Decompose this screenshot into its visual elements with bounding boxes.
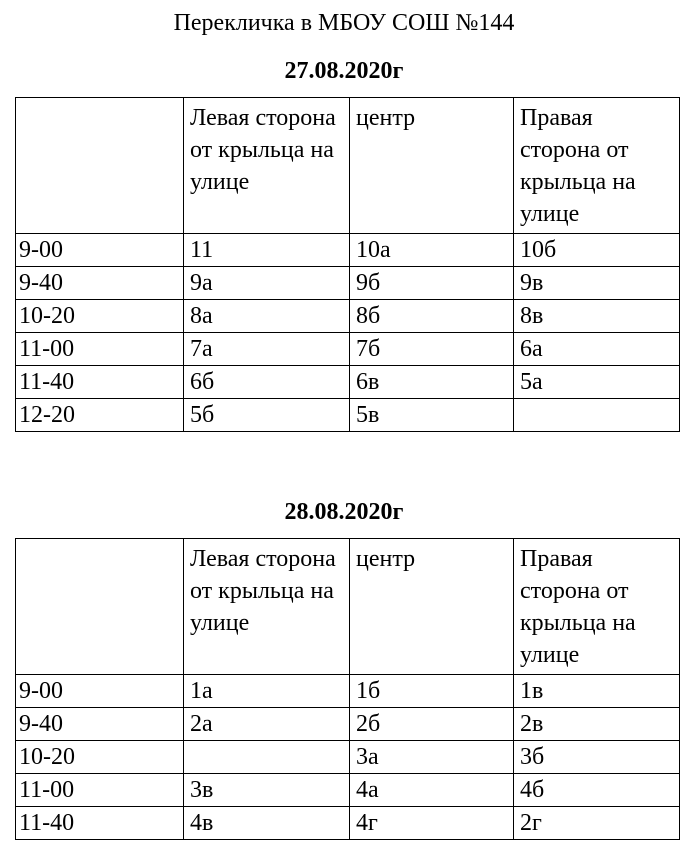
left-side-cell: 7а xyxy=(184,333,350,366)
right-side-cell: 8в xyxy=(514,300,680,333)
right-side-cell: 5а xyxy=(514,366,680,399)
header-left-side: Левая сторона от крыльца на улице xyxy=(184,539,350,675)
table-row xyxy=(16,675,680,708)
right-side-cell: 10б xyxy=(514,234,680,267)
right-side-cell: 1в xyxy=(514,675,680,708)
left-side-cell: 2а xyxy=(184,708,350,741)
left-side-cell: 4в xyxy=(184,807,350,840)
table-row xyxy=(16,708,680,741)
table-row xyxy=(16,234,680,267)
header-empty-cell xyxy=(16,539,184,675)
right-side-cell: 6а xyxy=(514,333,680,366)
date-heading-2: 28.08.2020г xyxy=(284,499,404,525)
table-row xyxy=(16,300,680,333)
right-side-cell: 2г xyxy=(514,807,680,840)
table-row xyxy=(16,741,680,774)
schedule-table-2 xyxy=(15,538,680,840)
left-side-cell: 8а xyxy=(184,300,350,333)
center-cell: 8б xyxy=(350,300,514,333)
time-cell: 11-40 xyxy=(16,366,184,399)
center-cell: 6в xyxy=(350,366,514,399)
table-row xyxy=(16,399,680,432)
center-cell: 5в xyxy=(350,399,514,432)
right-side-cell: 4б xyxy=(514,774,680,807)
header-empty-cell xyxy=(16,98,184,234)
right-side-cell: 9в xyxy=(514,267,680,300)
center-cell: 3а xyxy=(350,741,514,774)
center-cell: 2б xyxy=(350,708,514,741)
time-cell: 12-20 xyxy=(16,399,184,432)
left-side-cell xyxy=(184,741,350,774)
table-row xyxy=(16,267,680,300)
center-cell: 4г xyxy=(350,807,514,840)
left-side-cell: 5б xyxy=(184,399,350,432)
header-row xyxy=(16,98,680,234)
left-side-cell: 1а xyxy=(184,675,350,708)
left-side-cell: 6б xyxy=(184,366,350,399)
right-side-cell: 3б xyxy=(514,741,680,774)
table-row xyxy=(16,333,680,366)
left-side-cell: 3в xyxy=(184,774,350,807)
center-cell: 10а xyxy=(350,234,514,267)
time-cell: 10-20 xyxy=(16,741,184,774)
header-center: центр xyxy=(350,98,514,234)
date-heading-1: 27.08.2020г xyxy=(284,58,404,84)
time-cell: 11-00 xyxy=(16,774,184,807)
header-right-side: Правая сторона от крыльца на улице xyxy=(514,539,680,675)
time-cell: 9-40 xyxy=(16,267,184,300)
right-side-cell xyxy=(514,399,680,432)
time-cell: 9-00 xyxy=(16,675,184,708)
document-title: Перекличка в МБОУ СОШ №144 xyxy=(173,10,515,36)
header-center: центр xyxy=(350,539,514,675)
right-side-cell: 2в xyxy=(514,708,680,741)
center-cell: 1б xyxy=(350,675,514,708)
center-cell: 7б xyxy=(350,333,514,366)
time-cell: 9-40 xyxy=(16,708,184,741)
center-cell: 9б xyxy=(350,267,514,300)
left-side-cell: 11 xyxy=(184,234,350,267)
schedule-table-1 xyxy=(15,97,680,432)
time-cell: 9-00 xyxy=(16,234,184,267)
table-row xyxy=(16,774,680,807)
time-cell: 11-40 xyxy=(16,807,184,840)
left-side-cell: 9а xyxy=(184,267,350,300)
time-cell: 11-00 xyxy=(16,333,184,366)
center-cell: 4а xyxy=(350,774,514,807)
header-left-side: Левая сторона от крыльца на улице xyxy=(184,98,350,234)
table-row xyxy=(16,366,680,399)
header-right-side: Правая сторона от крыльца на улице xyxy=(514,98,680,234)
header-row xyxy=(16,539,680,675)
time-cell: 10-20 xyxy=(16,300,184,333)
table-row xyxy=(16,807,680,840)
